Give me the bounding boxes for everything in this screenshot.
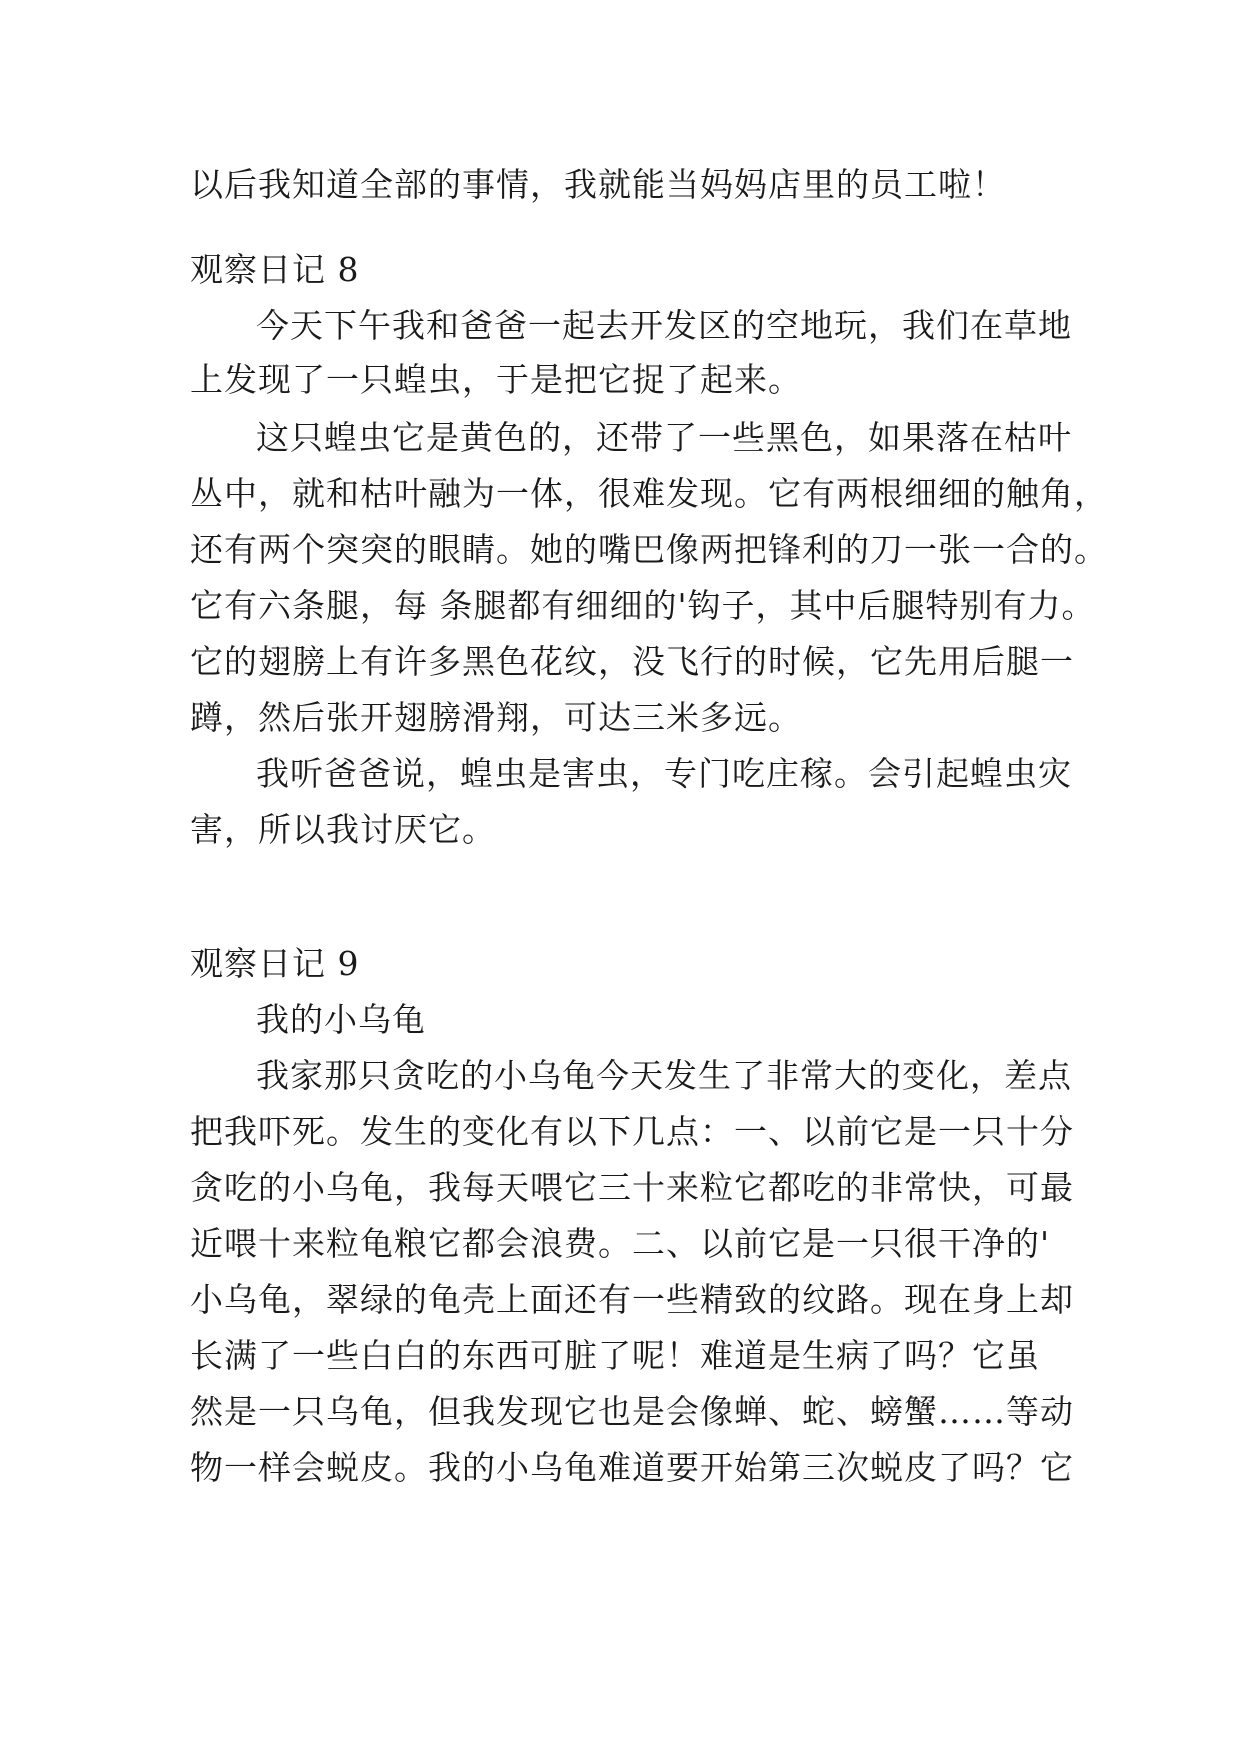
text-line: 它有六条腿，每 条腿都有细细的'钩子，其中后腿特别有力。 — [190, 586, 1096, 625]
text-line: 丛中，就和枯叶融为一体，很难发现。它有两根细细的触角， — [190, 474, 1108, 513]
text-line: 今天下午我和爸爸一起去开发区的空地玩，我们在草地 — [256, 306, 1072, 345]
text-line: 蹲，然后张开翅膀滑翔，可达三米多远。 — [190, 698, 802, 737]
diary-heading-8: 观察日记 8 — [190, 250, 360, 289]
text-line: 上发现了一只蝗虫，于是把它捉了起来。 — [190, 360, 802, 399]
text-line: 物一样会蜕皮。我的小乌龟难道要开始第三次蜕皮了吗？它 — [190, 1448, 1074, 1487]
entry-title: 我的小乌龟 — [256, 1000, 426, 1039]
text-line: 以后我知道全部的事情，我就能当妈妈店里的员工啦！ — [190, 165, 1006, 204]
text-line: 贪吃的小乌龟，我每天喂它三十来粒它都吃的非常快，可最 — [190, 1168, 1074, 1207]
text-line: 这只蝗虫它是黄色的，还带了一些黑色，如果落在枯叶 — [256, 418, 1072, 457]
diary-heading-9: 观察日记 9 — [190, 944, 360, 983]
text-line: 害，所以我讨厌它。 — [190, 810, 496, 849]
text-line: 长满了一些白白的东西可脏了呢！难道是生病了吗？它虽 — [190, 1336, 1040, 1375]
text-line: 近喂十来粒龟粮它都会浪费。二、以前它是一只很干净的' — [190, 1224, 1051, 1263]
text-line: 它的翅膀上有许多黑色花纹，没飞行的时候，它先用后腿一 — [190, 642, 1074, 681]
text-line: 把我吓死。发生的变化有以下几点：一、以前它是一只十分 — [190, 1112, 1074, 1151]
text-line: 然是一只乌龟，但我发现它也是会像蝉、蛇、螃蟹……等动 — [190, 1392, 1074, 1431]
text-line: 我听爸爸说，蝗虫是害虫，专门吃庄稼。会引起蝗虫灾 — [256, 754, 1072, 793]
text-line: 小乌龟，翠绿的龟壳上面还有一些精致的纹路。现在身上却 — [190, 1280, 1074, 1319]
text-line: 还有两个突突的眼睛。她的嘴巴像两把锋利的刀一张一合的。 — [190, 530, 1108, 569]
text-line: 我家那只贪吃的小乌龟今天发生了非常大的变化，差点 — [256, 1056, 1072, 1095]
